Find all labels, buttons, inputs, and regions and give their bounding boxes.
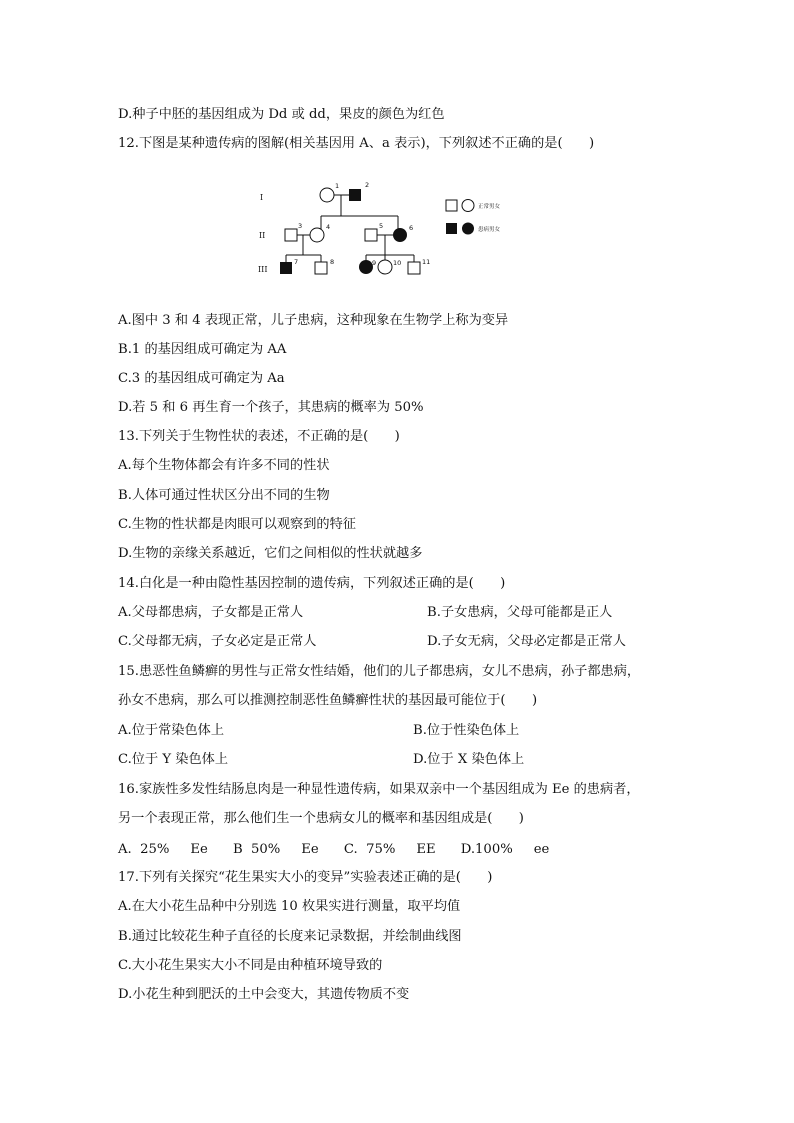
q12-stem: 12.下图是某种遗传病的图解(相关基因用 A、a 表示)，下列叙述不正确的是( ) <box>118 136 595 151</box>
q14-option-c: C.父母都无病，子女必定是正常人 <box>118 634 317 649</box>
q15-option-d: D.位于 X 染色体上 <box>413 752 525 767</box>
q15-option-b: B.位于性染色体上 <box>413 723 520 738</box>
q15-stem-line1: 15.患恶性鱼鳞癣的男性与正常女性结婚，他们的儿子都患病，女儿不患病，孙子都患病， <box>118 664 641 679</box>
q13-option-d: D.生物的亲缘关系越近，它们之间相似的性状就越多 <box>118 546 423 561</box>
generation-label-3: III <box>258 265 268 274</box>
person-number-9: 9 <box>372 259 377 267</box>
person-number-10: 10 <box>393 259 402 267</box>
q16-options: A. 25% Ee B 50% Ee C. 75% EE D.100% ee <box>118 842 550 857</box>
q12-option-d: D.若 5 和 6 再生育一个孩子，其患病的概率为 50% <box>118 400 424 415</box>
person-number-8: 8 <box>330 258 335 266</box>
legend-normal-male-symbol <box>446 200 457 211</box>
person-2-affected-male <box>349 189 361 201</box>
q15-stem-line2: 孙女不患病，那么可以推测控制恶性鱼鳞癣性状的基因最可能位于( ) <box>118 693 538 708</box>
person-7-affected-male <box>280 262 292 274</box>
person-4-normal-female <box>310 228 324 242</box>
person-number-5: 5 <box>379 222 384 230</box>
person-number-7: 7 <box>294 258 299 266</box>
q14-option-b: B.子女患病，父母可能都是正人 <box>427 605 613 620</box>
q16-stem-line2: 另一个表现正常，那么他们生一个患病女儿的概率和基因组成是( ) <box>118 811 524 826</box>
q14-option-d: D.子女无病，父母必定都是正常人 <box>427 634 626 649</box>
q15-option-a: A.位于常染色体上 <box>118 723 225 738</box>
q17-option-d: D.小花生种到肥沃的土中会变大，其遗传物质不变 <box>118 987 410 1002</box>
person-1-normal-female <box>320 188 334 202</box>
person-number-3: 3 <box>298 222 303 230</box>
q16-stem-line1: 16.家族性多发性结肠息肉是一种显性遗传病，如果双亲中一个基因组成为 Ee 的患病者， <box>118 782 640 797</box>
q12-option-b: B.1 的基因组成可确定为 AA <box>118 342 287 357</box>
person-9-affected-female <box>359 260 373 274</box>
q13-stem: 13.下列关于生物性状的表述，不正确的是( ) <box>118 429 400 444</box>
q12-option-a: A.图中 3 和 4 表现正常，儿子患病，这种现象在生物学上称为变异 <box>118 313 509 328</box>
q14-stem: 14.白化是一种由隐性基因控制的遗传病，下列叙述正确的是( ) <box>118 576 506 591</box>
person-number-1: 1 <box>335 182 340 190</box>
q13-option-c: C.生物的性状都是肉眼可以观察到的特征 <box>118 517 356 532</box>
q15-option-c: C.位于 Y 染色体上 <box>118 752 229 767</box>
legend-affected-label: 患病男女 <box>478 227 501 233</box>
q17-stem: 17.下列有关探究“花生果实大小的变异”实验表述正确的是( ) <box>118 870 493 885</box>
person-3-normal-male <box>285 229 297 241</box>
person-number-4: 4 <box>326 223 331 231</box>
q17-option-b: B.通过比较花生种子直径的长度来记录数据，并绘制曲线图 <box>118 929 462 944</box>
generation-label-2: II <box>259 231 266 240</box>
person-8-normal-male <box>315 262 327 274</box>
person-number-2: 2 <box>365 181 370 189</box>
person-11-normal-male <box>408 262 420 274</box>
person-number-11: 11 <box>422 258 431 266</box>
q12-option-c: C.3 的基因组成可确定为 Aa <box>118 371 285 386</box>
pedigree-chart <box>252 178 522 284</box>
legend-normal-female-symbol <box>462 200 474 212</box>
q17-option-c: C.大小花生果实大小不同是由种植环境导致的 <box>118 958 383 973</box>
q14-option-a: A.父母都患病，子女都是正常人 <box>118 605 304 620</box>
person-6-affected-female <box>393 228 407 242</box>
q13-option-b: B.人体可通过性状区分出不同的生物 <box>118 488 330 503</box>
q13-option-a: A.每个生物体都会有许多不同的性状 <box>118 458 330 473</box>
person-number-6: 6 <box>409 224 414 232</box>
generation-label-1: I <box>260 193 264 202</box>
legend-affected-male-symbol <box>446 223 457 234</box>
person-5-normal-male <box>365 229 377 241</box>
q11-option-d: D.种子中胚的基因组成为 Dd 或 dd，果皮的颜色为红色 <box>118 107 445 122</box>
q17-option-a: A.在大小花生品种中分别选 10 枚果实进行测量，取平均值 <box>118 899 461 914</box>
legend-normal-label: 正常男女 <box>478 204 501 210</box>
legend-affected-female-symbol <box>462 223 474 235</box>
person-10-normal-female <box>378 260 392 274</box>
